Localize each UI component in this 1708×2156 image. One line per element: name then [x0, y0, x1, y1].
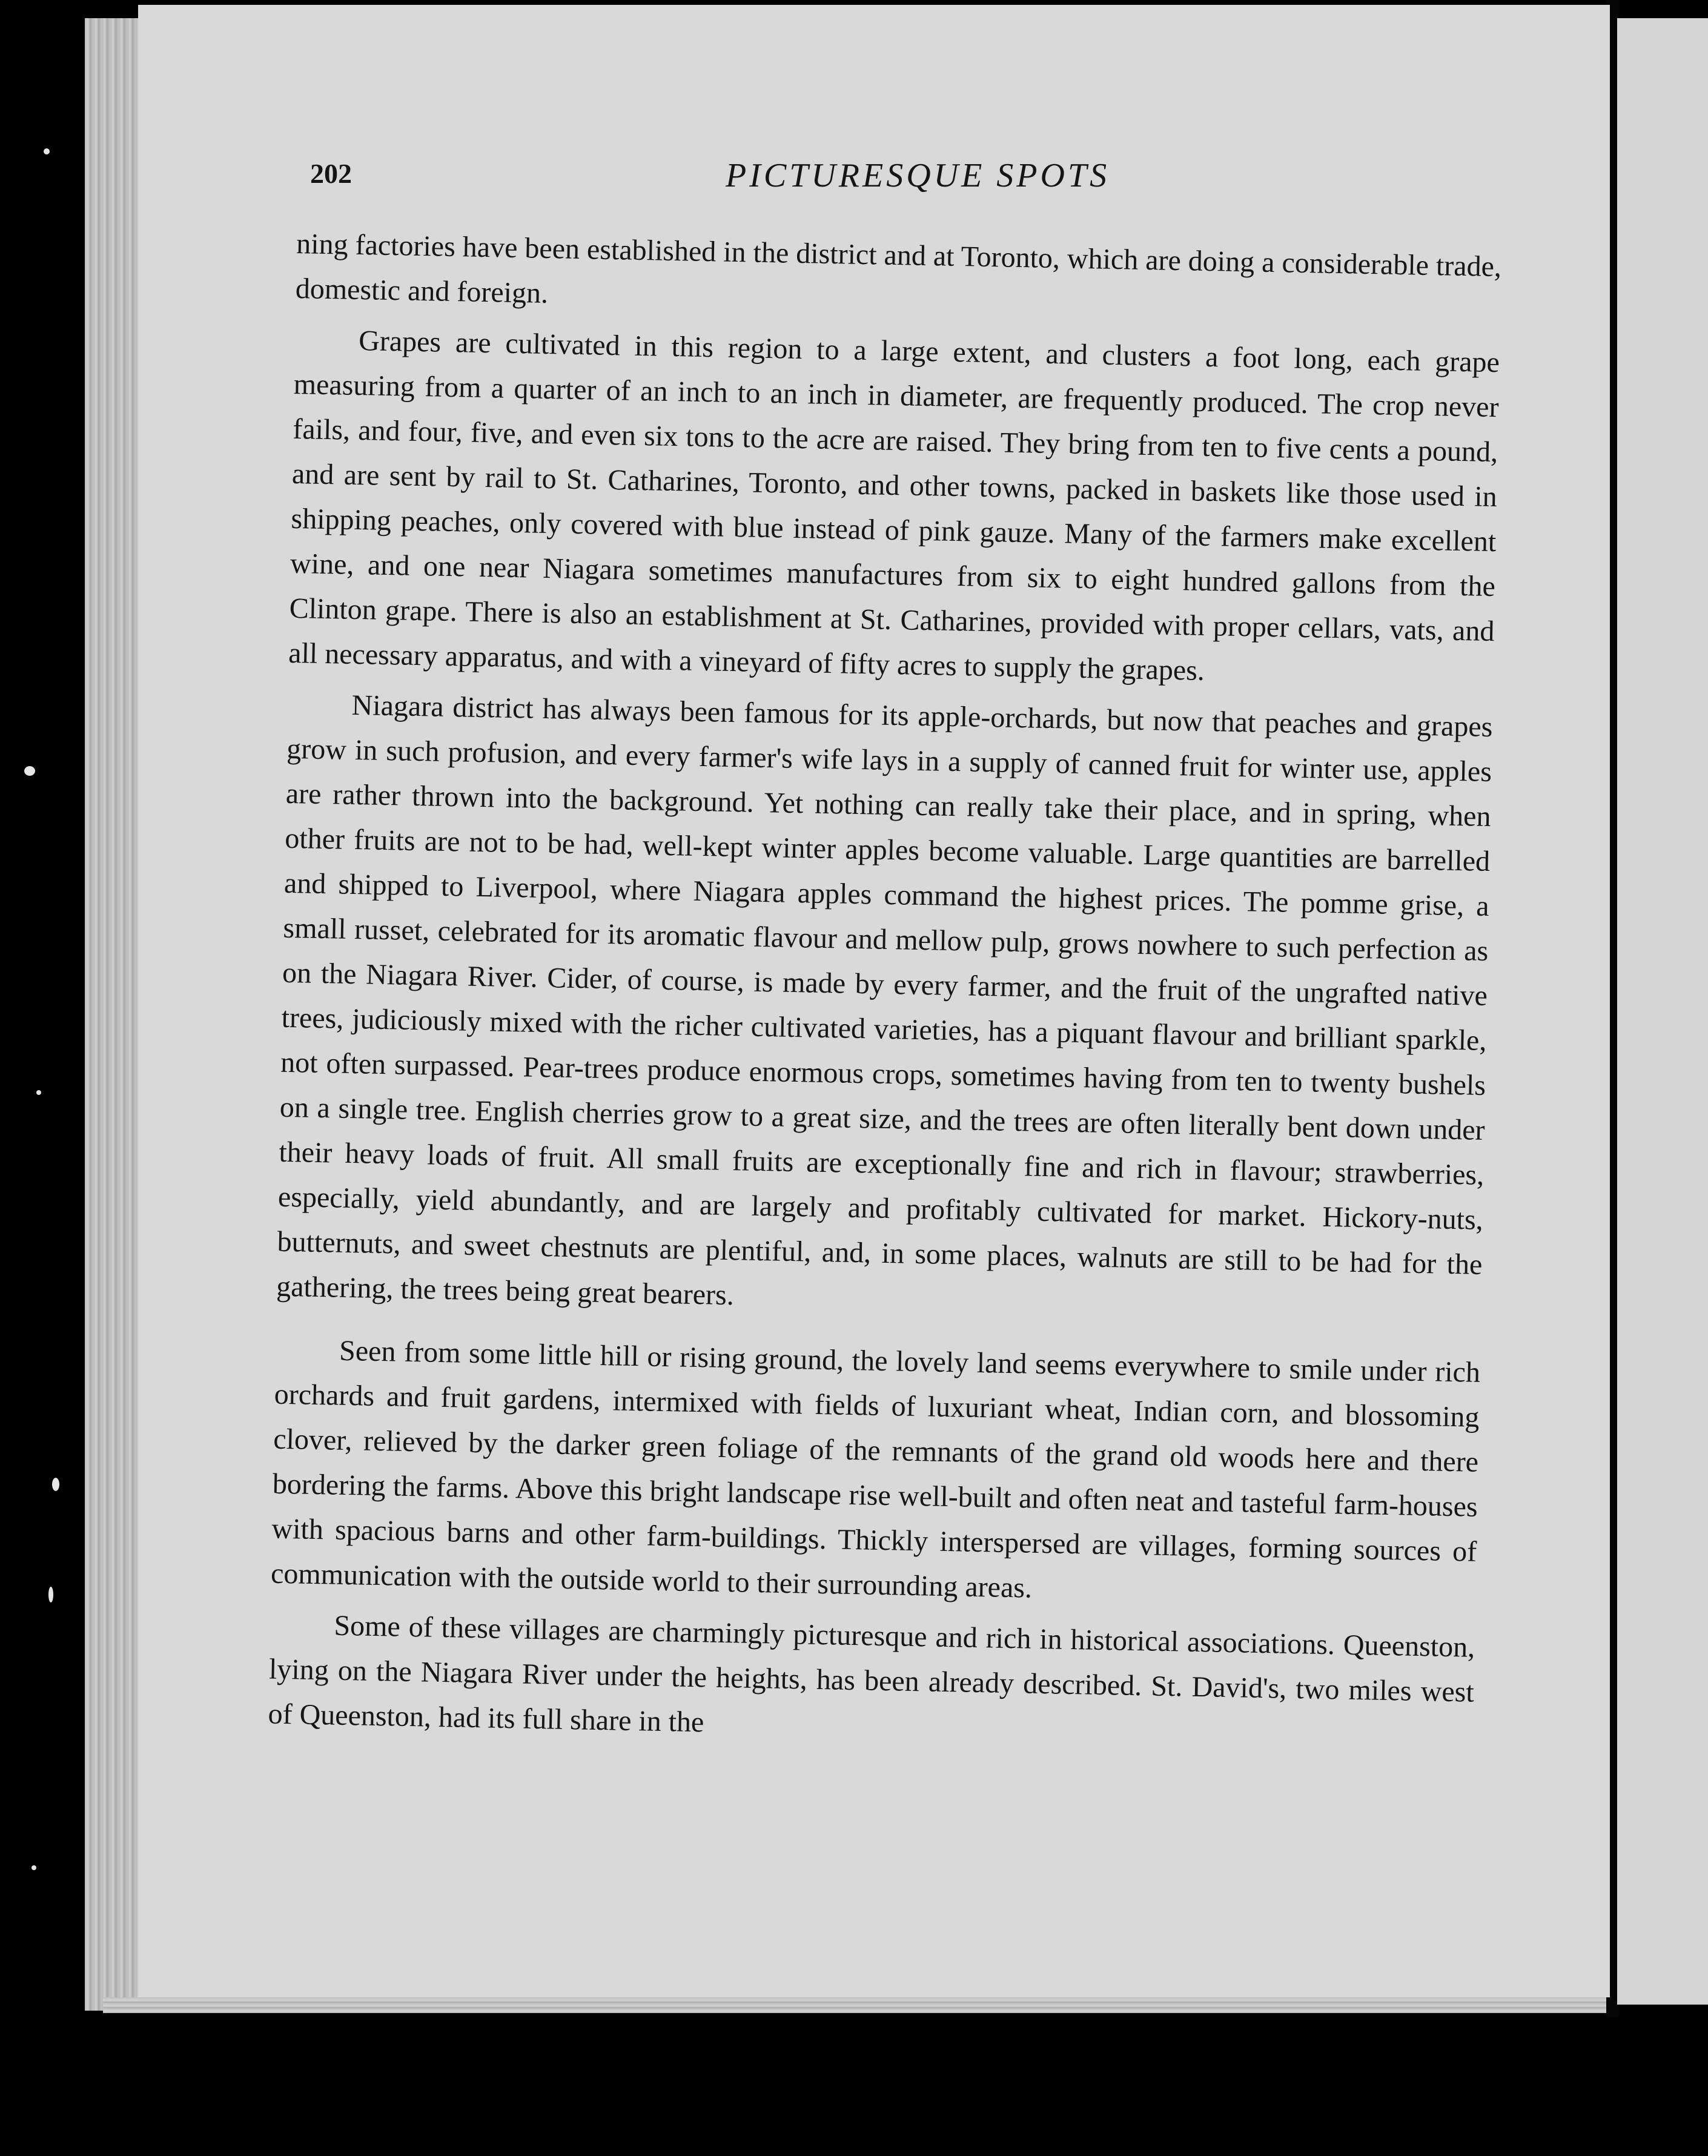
paragraph: Grapes are cultivated in this region to a large extent, and clusters a foot long, each grape measuring from a quarter of an inch to an inch in diameter, are frequently produced. The crop never fails, and four, five, and even six tons to the acre are raised. They bring from ten to five cents a pound, and are sent by rail to St. Catharines, Toronto, and other towns, packed in baskets like those used in shipping peaches, only covered with blue instead of pink gauze. Many of the farmers make excellent wine, and one near Niagara sometimes manufactures from six to eight hundred gallons from the Clinton grape. There is also an establishment at St. Catharines, provided with proper cellars, vats, and all necessary apparatus, and with a vineyard of fifty acres to supply the grapes. — [288, 325, 1500, 687]
body-text — [268, 222, 1502, 1766]
paragraph: Seen from some little hill or rising ground, the lovely land seems everywhere to smile under rich orchards and fruit gardens, intermixed with fields of luxuriant wheat, Indian corn, and blossoming clover, relieved by the darker green foliage of the remnants of the grand old woods here and there bordering the farms. Above this bright landscape rise well-built and often neat and tasteful farm-houses with spacious barns and other farm-buildings. Thickly interspersed are villages, forming sources of communication with the outside world to their surrounding areas. — [270, 1334, 1481, 1604]
paragraph: ning factories have been established in the district and at Toronto, which are doing a considerable trade, domestic and foreign. — [295, 227, 1502, 309]
paragraph: Niagara district has always been famous for its apple-orchards, but now that peaches and grapes grow in such profusion, and every farmer's wife lays in a supply of canned fruit for winter use, apples are rather thrown into the background. Yet nothing can really take their place, and in spring, when other fruits are not to be had, well-kept winter apples become valuable. Large quantities are barrelled and shipped to Liverpool, where Niagara apples command the highest prices. The pomme grise, a small russet, celebrated for its aromatic flavour and mellow pulp, grows nowhere to such perfection as on the Niagara River. Cider, of course, is made by every farmer, and the fruit of the ungrafted native trees, judiciously mixed with the richer cultivated varieties, has a piquant flavour and brilliant sparkle, not often surpassed. Pear-trees produce enormous crops, sometimes having from ten to twenty bushels on a single tree. English cherries grow to a great size, and the trees are often literally bent down under their heavy loads of fruit. All small fruits are exceptionally fine and rich in flavour; strawberries, especially, yield abundantly, and are largely and profitably cultivated for market. Hickory-nuts, butternuts, and sweet chestnuts are plentiful, and, in some places, walnuts are still to be had for the gathering, the trees being great bearers. — [276, 689, 1493, 1312]
running-title: PICTURESQUE SPOTS — [726, 157, 1110, 194]
page-edge-stack — [85, 18, 145, 2011]
paragraph: Some of these villages are charmingly picturesque and rich in historical associations. Queenston, lying on the Niagara River under the heights, has been already described. St. David's, two miles west of Queenston, had its full share in the — [268, 1609, 1475, 1739]
running-head — [309, 156, 1520, 205]
bottom-page-edge — [103, 1997, 1610, 2013]
page-number: 202 — [310, 158, 352, 189]
adjacent-page-edge — [1617, 18, 1708, 2005]
